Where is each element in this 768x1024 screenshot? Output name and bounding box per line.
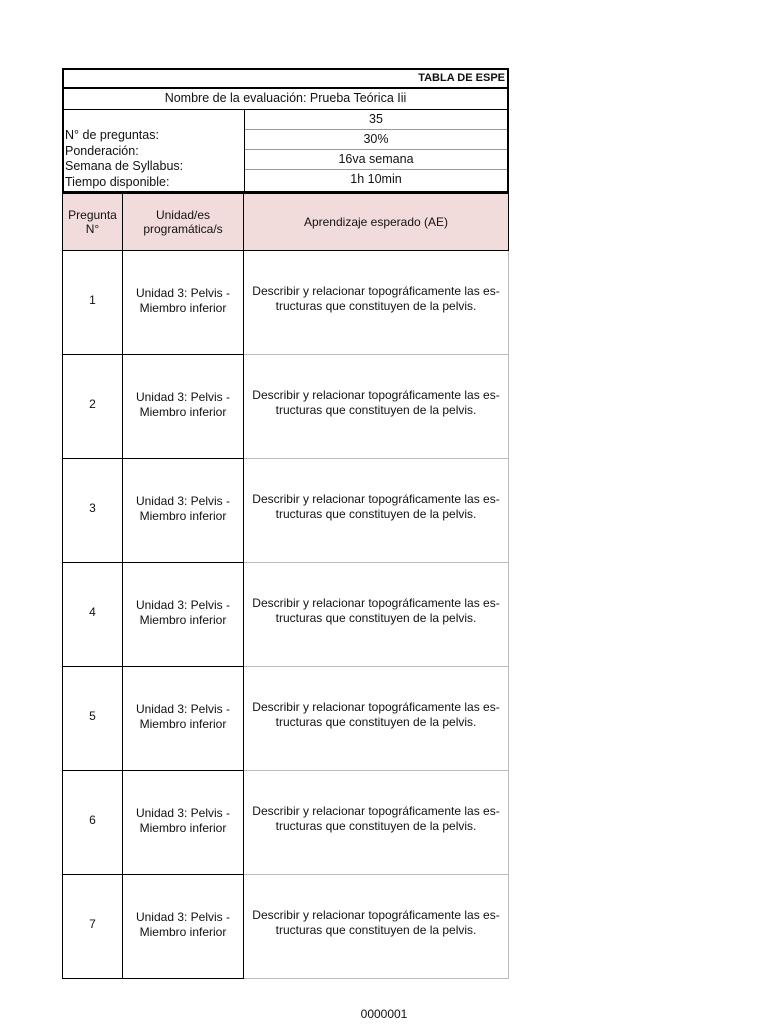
learning-outcome-cell: Describir y relacionar topográficamente las es-tructuras que constituyen de la pelvis. <box>244 875 509 979</box>
unit-cell: Unidad 3: Pelvis - Miembro inferior <box>123 771 244 875</box>
specification-table <box>62 193 509 979</box>
learning-outcome-cell: Describir y relacionar topográficamente las es-tructuras que constituyen de la pelvis. <box>244 251 509 355</box>
table-row <box>63 667 509 771</box>
table-row <box>63 251 509 355</box>
questions-count-value: 35 <box>245 110 507 130</box>
weighting-value: 30% <box>245 130 507 150</box>
table-body <box>63 251 509 979</box>
available-time-label: Tiempo disponible: <box>65 174 170 189</box>
learning-outcome-cell: Describir y relacionar topográficamente las es-tructuras que constituyen de la pelvis. <box>244 355 509 459</box>
table-header-row <box>63 194 509 251</box>
learning-outcome-cell: Describir y relacionar topográficamente las es-tructuras que constituyen de la pelvis. <box>244 459 509 563</box>
question-number-cell: 3 <box>63 459 123 563</box>
meta-labels <box>64 110 244 191</box>
syllabus-week-value: 16va semana <box>245 150 507 170</box>
question-number-cell: 6 <box>63 771 123 875</box>
unit-cell: Unidad 3: Pelvis - Miembro inferior <box>123 355 244 459</box>
meta-values <box>244 110 507 191</box>
syllabus-week-label: Semana de Syllabus: <box>65 159 184 173</box>
question-number-cell: 1 <box>63 251 123 355</box>
questions-count-label: N° de preguntas: <box>65 128 159 142</box>
table-row <box>63 875 509 979</box>
learning-outcome-cell: Describir y relacionar topográficamente las es-tructuras que constituyen de la pelvis. <box>244 771 509 875</box>
column-header-learning-outcome: Aprendizaje esperado (AE) <box>244 194 509 251</box>
unit-cell: Unidad 3: Pelvis - Miembro inferior <box>123 459 244 563</box>
table-row <box>63 563 509 667</box>
question-number-cell: 4 <box>63 563 123 667</box>
question-number-cell: 7 <box>63 875 123 979</box>
table-row <box>63 771 509 875</box>
table-title-banner: TABLA DE ESPE <box>62 68 509 88</box>
question-number-cell: 2 <box>63 355 123 459</box>
unit-cell: Unidad 3: Pelvis - Miembro inferior <box>123 251 244 355</box>
unit-cell: Unidad 3: Pelvis - Miembro inferior <box>123 563 244 667</box>
page-code: 0000001 <box>360 1007 408 1021</box>
available-time-value: 1h 10min <box>350 172 402 186</box>
column-header-unit: Unidad/es programática/s <box>123 194 244 251</box>
question-number-cell: 5 <box>63 667 123 771</box>
unit-cell: Unidad 3: Pelvis - Miembro inferior <box>123 875 244 979</box>
evaluation-meta <box>62 109 509 193</box>
weighting-label: Ponderación: <box>65 143 139 158</box>
unit-cell: Unidad 3: Pelvis - Miembro inferior <box>123 667 244 771</box>
learning-outcome-cell: Describir y relacionar topográficamente las es-tructuras que constituyen de la pelvis. <box>244 667 509 771</box>
column-header-question: Pregunta N° <box>63 194 123 251</box>
learning-outcome-cell: Describir y relacionar topográficamente las es-tructuras que constituyen de la pelvis. <box>244 563 509 667</box>
table-row <box>63 459 509 563</box>
specification-sheet <box>62 68 509 979</box>
evaluation-name: Nombre de la evaluación: Prueba Teórica Iii <box>62 88 509 109</box>
table-row <box>63 355 509 459</box>
